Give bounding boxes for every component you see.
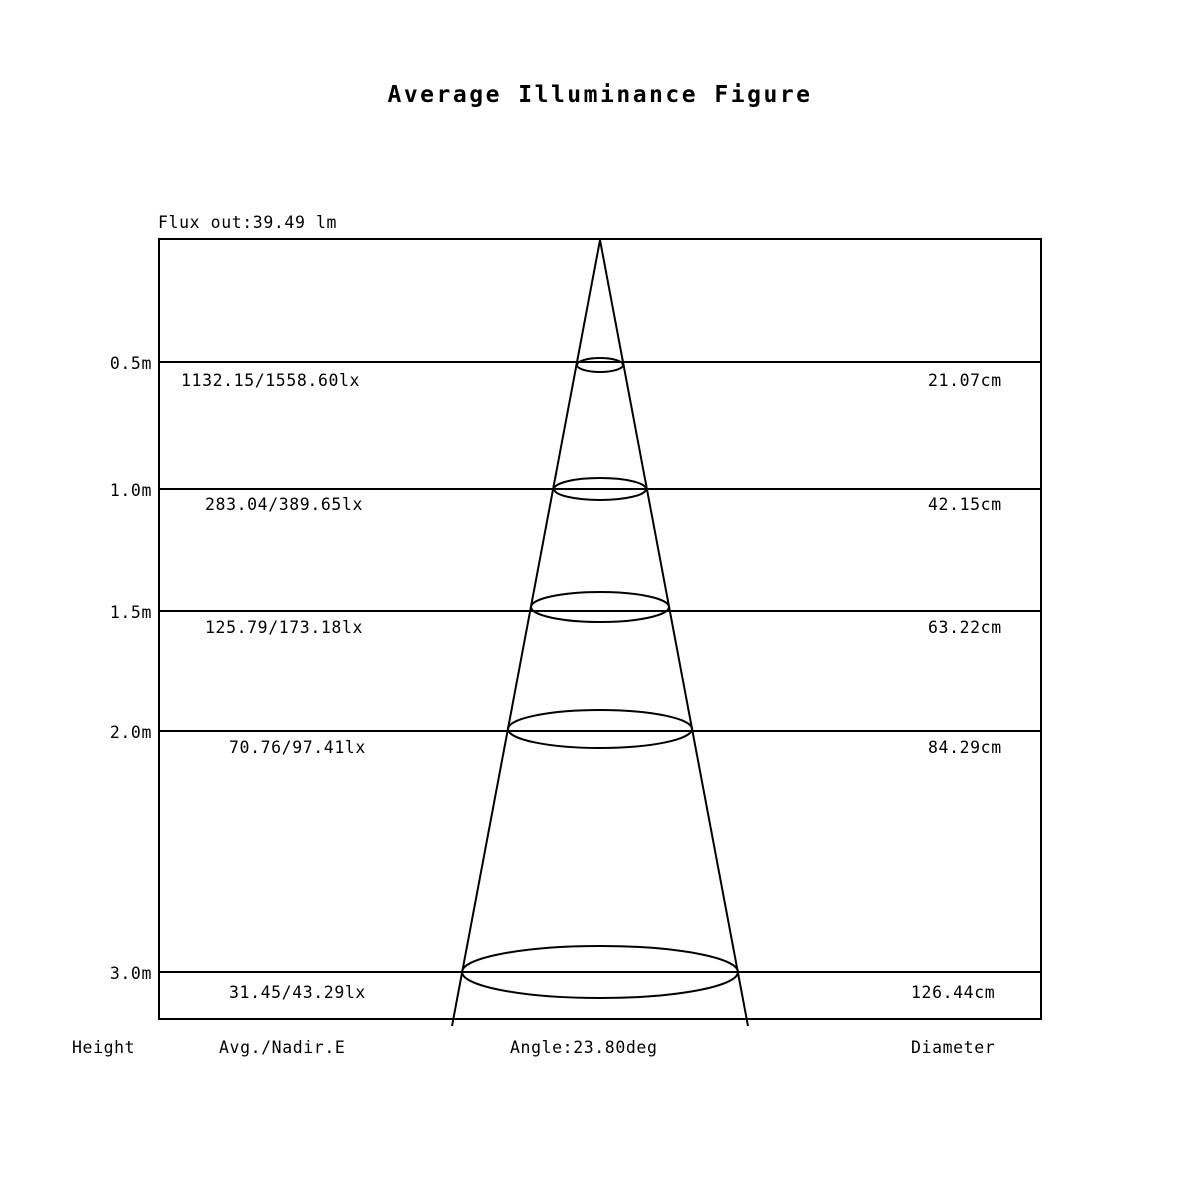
diameter-label-0: 21.07cm — [928, 371, 1002, 390]
avg-nadir-label-4: 31.45/43.29lx — [229, 983, 366, 1002]
avg-nadir-label-0: 1132.15/1558.60lx — [181, 371, 361, 390]
height-label-1: 1.0m — [109, 481, 152, 500]
diameter-label-1: 42.15cm — [928, 495, 1002, 514]
footer-angle-caption: Angle:23.80deg — [510, 1038, 658, 1057]
chart-title: Average Illuminance Figure — [387, 82, 813, 108]
footer-avg-nadir-caption: Avg./Nadir.E — [219, 1038, 346, 1057]
avg-nadir-label-1: 283.04/389.65lx — [205, 495, 364, 514]
footer-height-caption: Height — [72, 1038, 136, 1057]
height-label-2: 1.5m — [109, 603, 152, 622]
height-label-0: 0.5m — [109, 354, 152, 373]
flux-out-annotation: Flux out:39.49 lm — [158, 213, 338, 232]
footer-diameter-caption: Diameter — [911, 1038, 996, 1057]
diameter-label-4: 126.44cm — [911, 983, 996, 1002]
avg-nadir-label-2: 125.79/173.18lx — [205, 618, 364, 637]
height-label-4: 3.0m — [109, 964, 152, 983]
diameter-label-3: 84.29cm — [928, 738, 1002, 757]
avg-nadir-label-3: 70.76/97.41lx — [229, 738, 366, 757]
diameter-label-2: 63.22cm — [928, 618, 1002, 637]
height-label-3: 2.0m — [109, 723, 152, 742]
